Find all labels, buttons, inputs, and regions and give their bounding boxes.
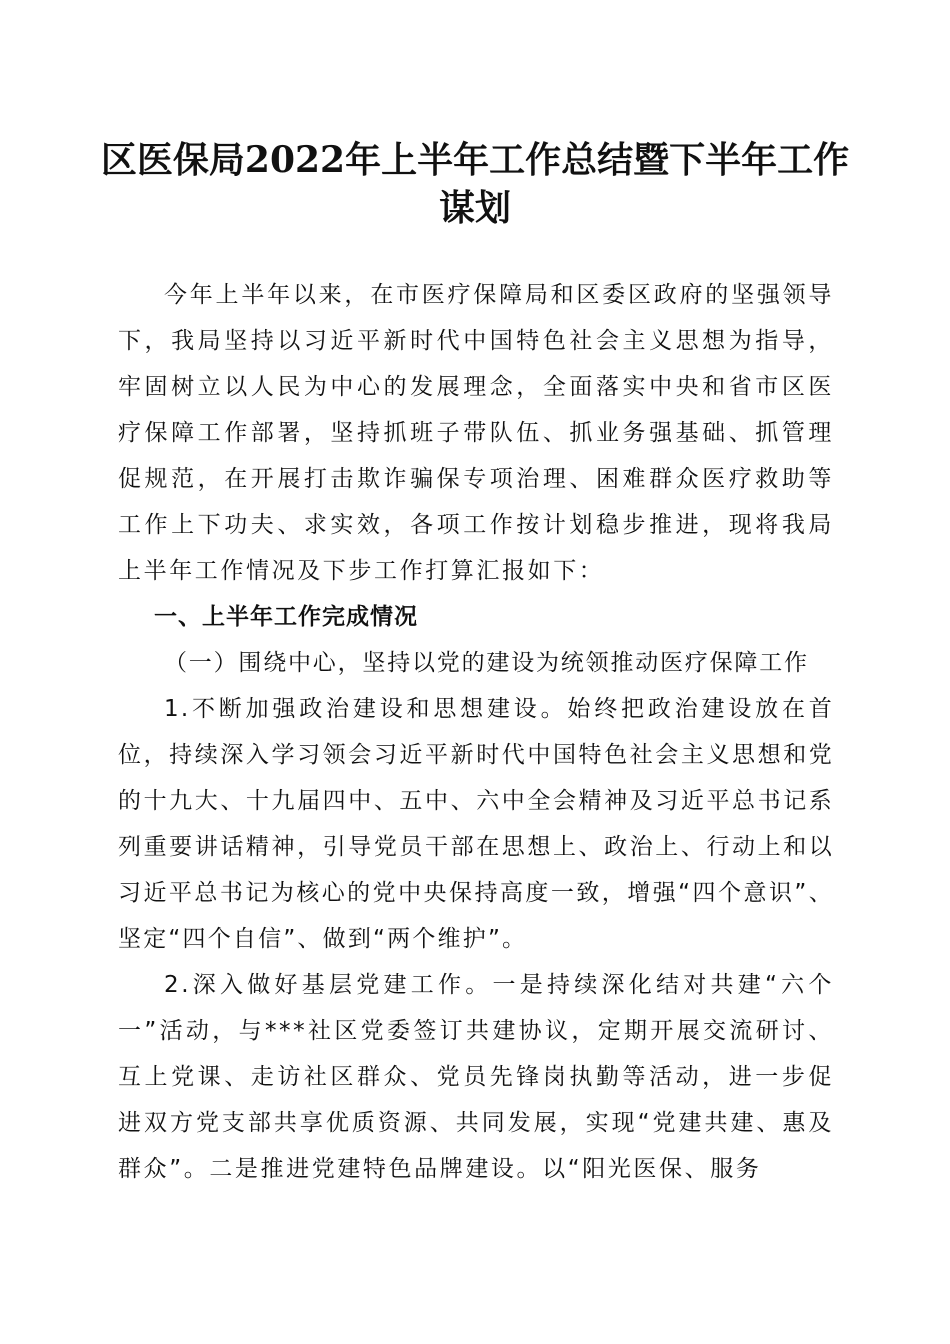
section-heading-1: 一、上半年工作完成情况	[154, 604, 418, 630]
item-paragraph-1: 1.不断加强政治建设和思想建设。始终把政治建设放在首位，持续深入学习领会习近平新时代中国特色社会主义思想和党的十九大、十九届四中、五中、六中全会精神及习近平总书记系列重要讲话精神，引导党员干部在思想上、政治上、行动上和以习近平总书记为核心的党中央保持高度一致，增强“四个意识”、坚定“四个自信”、做到“两个维护”。	[118, 696, 834, 952]
document-body	[118, 272, 834, 1192]
intro-paragraph: 今年上半年以来，在市医疗保障局和区委区政府的坚强领导下，我局坚持以习近平新时代中国特色社会主义思想为指导，牢固树立以人民为中心的发展理念，全面落实中央和省市区医疗保障工作部署，坚持抓班子带队伍、抓业务强基础、抓管理促规范，在开展打击欺诈骗保专项治理、困难群众医疗救助等工作上下功夫、求实效，各项工作按计划稳步推进，现将我局上半年工作情况及下步工作打算汇报如下：	[118, 282, 834, 584]
subsection-heading-1: （一）围绕中心，坚持以党的建设为统领推动医疗保障工作	[164, 650, 809, 676]
item-paragraph-2: 2.深入做好基层党建工作。一是持续深化结对共建“六个一”活动，与***社区党委签订共建协议，定期开展交流研讨、互上党课、走访社区群众、党员先锋岗执勤等活动，进一步促进双方党支部共享优质资源、共同发展，实现“党建共建、惠及群众”。二是推进党建特色品牌建设。以“阳光医保、服务	[118, 972, 834, 1182]
document-title: 区医保局2022年上半年工作总结暨下半年工作谋划	[100, 139, 850, 229]
